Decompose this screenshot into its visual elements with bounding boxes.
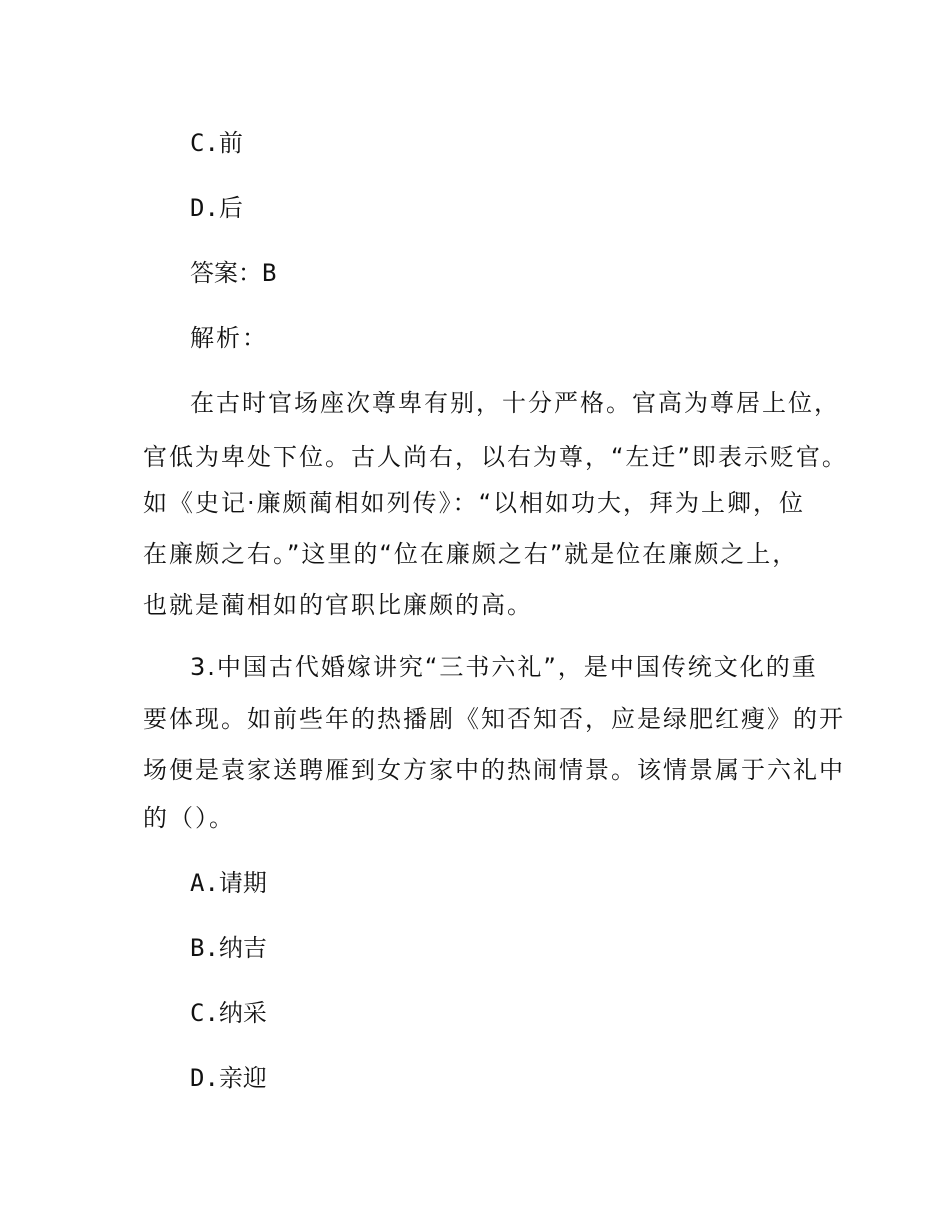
analysis-line: 在古时官场座次尊卑有别，十分严格。官高为尊居上位， [190,389,840,417]
prev-answer: 答案：B [190,259,277,287]
option-a: A.请期 [190,869,267,897]
option-c: C.纳采 [190,999,267,1027]
prev-option-d: D.后 [190,194,243,222]
question-stem-line: 的（）。 [143,804,235,832]
analysis-line: 在廉颇之右。”这里的“位在廉颇之右”就是位在廉颇之上， [143,540,799,568]
question-stem-line: 要体现。如前些年的热播剧《知否知否，应是绿肥红瘦》的开 [143,705,845,733]
analysis-line: 官低为卑处下位。古人尚右，以右为尊，“左迁”即表示贬官。 [143,443,848,471]
question-stem-line: 场便是袁家送聘雁到女方家中的热闹情景。该情景属于六礼中 [143,756,845,784]
question-stem-line: 3.中国古代婚嫁讲究“三书六礼”，是中国传统文化的重 [190,653,818,681]
option-d: D.亲迎 [190,1064,267,1092]
analysis-line: 也就是蔺相如的官职比廉颇的高。 [143,591,533,619]
option-b: B.纳吉 [190,934,267,962]
analysis-label: 解析： [190,324,268,352]
analysis-line: 如《史记·廉颇蔺相如列传》：“以相如功大，拜为上卿，位 [143,489,806,517]
prev-option-c: C.前 [190,129,243,157]
